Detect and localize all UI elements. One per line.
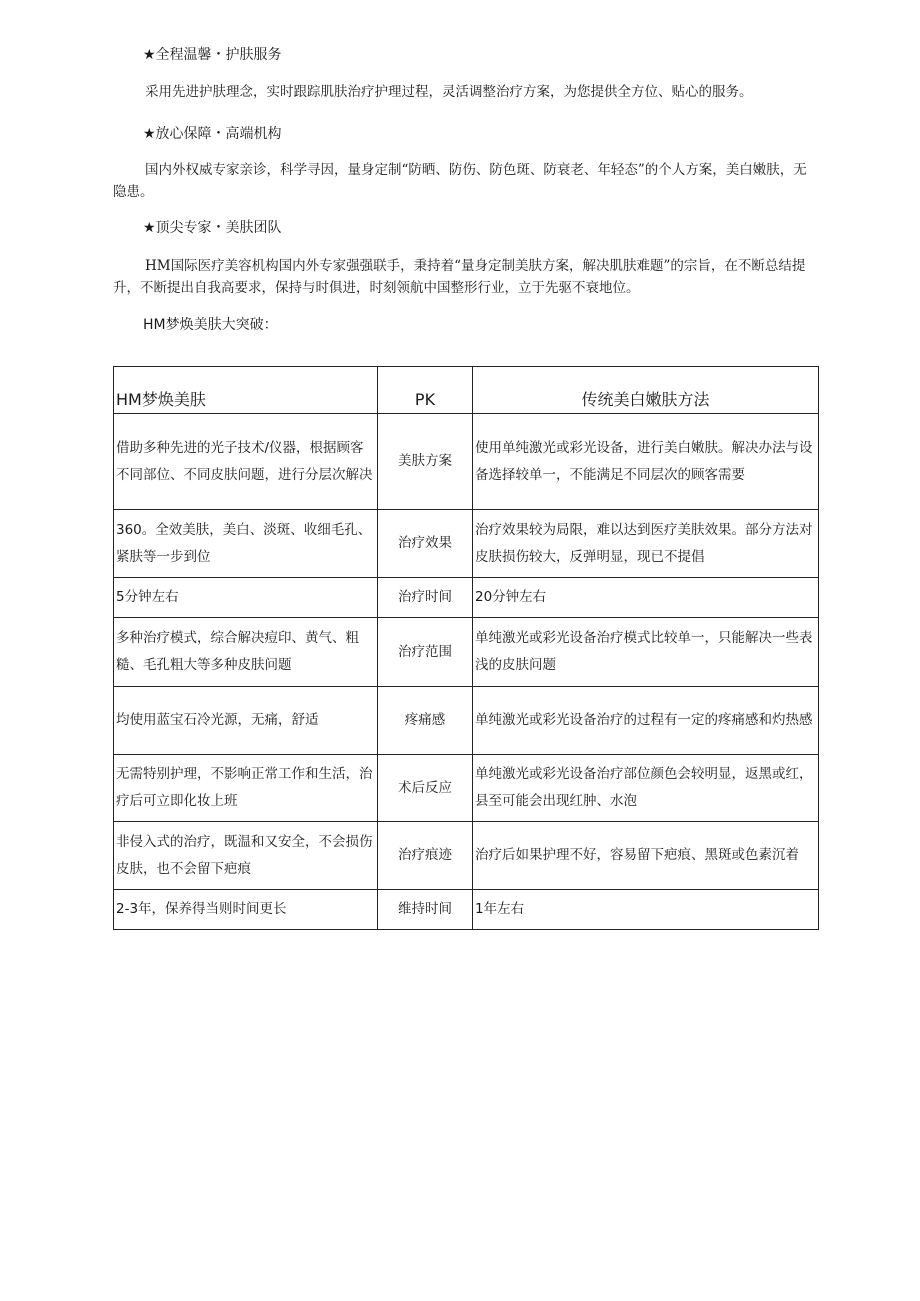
- cell-criterion: 治疗效果: [378, 510, 473, 578]
- section-body-guarantee: 国内外权威专家亲诊，科学寻因，量身定制“防晒、防伤、防色斑、防衰老、年轻态”的个人方案，美白嫩肤，无隐患。: [113, 162, 807, 200]
- cell-hm: 借助多种先进的光子技术/仪器，根据顾客不同部位、不同皮肤问题，进行分层次解决: [114, 414, 378, 510]
- cell-criterion: 治疗范围: [378, 618, 473, 687]
- table-row: [114, 755, 819, 822]
- cell-hm: 2-3年，保养得当则时间更长: [114, 890, 378, 930]
- section-heading-service: ★全程温馨・护肤服务: [143, 47, 282, 63]
- header-traditional: 传统美白嫩肤方法: [473, 367, 819, 414]
- cell-criterion: 治疗痕迹: [378, 822, 473, 890]
- cell-traditional: 使用单纯激光或彩光设备，进行美白嫩肤。解决办法与设备选择较单一，不能满足不同层次的顾客需要: [473, 414, 819, 510]
- table-row: [114, 510, 819, 578]
- cell-traditional: 单纯激光或彩光设备治疗部位颜色会较明显，返黑或红，县至可能会出现红肿、水泡: [473, 755, 819, 822]
- cell-hm: 5分钟左右: [114, 578, 378, 618]
- cell-traditional: 1年左右: [473, 890, 819, 930]
- section-heading-experts: ★顶尖专家・美肤团队: [143, 220, 282, 236]
- header-hm: HM梦焕美肤: [114, 367, 378, 414]
- cell-criterion: 疼痛感: [378, 687, 473, 755]
- table-row: [114, 578, 819, 618]
- table-row: [114, 822, 819, 890]
- cell-traditional: 治疗效果较为局限，难以达到医疗美肤效果。部分方法对皮肤损伤较大，反弹明显，现已不提倡: [473, 510, 819, 578]
- cell-criterion: 维持时间: [378, 890, 473, 930]
- cell-hm: 非侵入式的治疗，既温和又安全，不会损伤皮肤，也不会留下疤痕: [114, 822, 378, 890]
- comparison-table: [113, 366, 819, 930]
- cell-hm: 无需特别护理，不影响正常工作和生活，治疗后可立即化妆上班: [114, 755, 378, 822]
- section-body-service: 采用先进护肤理念，实时跟踪肌肤治疗护理过程，灵活调整治疗方案，为您提供全方位、贴心的服务。: [145, 84, 753, 100]
- section-heading-guarantee: ★放心保障・高端机构: [143, 126, 282, 142]
- cell-criterion: 术后反应: [378, 755, 473, 822]
- cell-hm: 360。全效美肤，美白、淡斑、收细毛孔、紧肤等一步到位: [114, 510, 378, 578]
- section-body-experts: HM国际医疗美容机构国内外专家强强联手，秉持着“量身定制美肤方案，解决肌肤难题”的宗旨，在不断总结提升，不断提出自我高要求，保持与时俱进，时刻领航中国整形行业，立于先驱不衰地位。: [113, 258, 806, 296]
- cell-traditional: 单纯激光或彩光设备治疗模式比较单一，只能解决一些表浅的皮肤问题: [473, 618, 819, 687]
- table-header-row: [114, 367, 819, 414]
- cell-criterion: 美肤方案: [378, 414, 473, 510]
- cell-hm: 均使用蓝宝石冷光源，无痛，舒适: [114, 687, 378, 755]
- cell-hm: 多种治疗模式，综合解决痘印、黄气、粗糙、毛孔粗大等多种皮肤问题: [114, 618, 378, 687]
- table-row: [114, 687, 819, 755]
- cell-traditional: 20分钟左右: [473, 578, 819, 618]
- table-row: [114, 890, 819, 930]
- cell-criterion: 治疗时间: [378, 578, 473, 618]
- table-row: [114, 618, 819, 687]
- comparison-intro: HM梦焕美肤大突破：: [143, 317, 278, 333]
- table-row: [114, 414, 819, 510]
- cell-traditional: 单纯激光或彩光设备治疗的过程有一定的疼痛感和灼热感: [473, 687, 819, 755]
- header-pk: PK: [378, 367, 473, 414]
- cell-traditional: 治疗后如果护理不好，容易留下疤痕、黑斑或色素沉着: [473, 822, 819, 890]
